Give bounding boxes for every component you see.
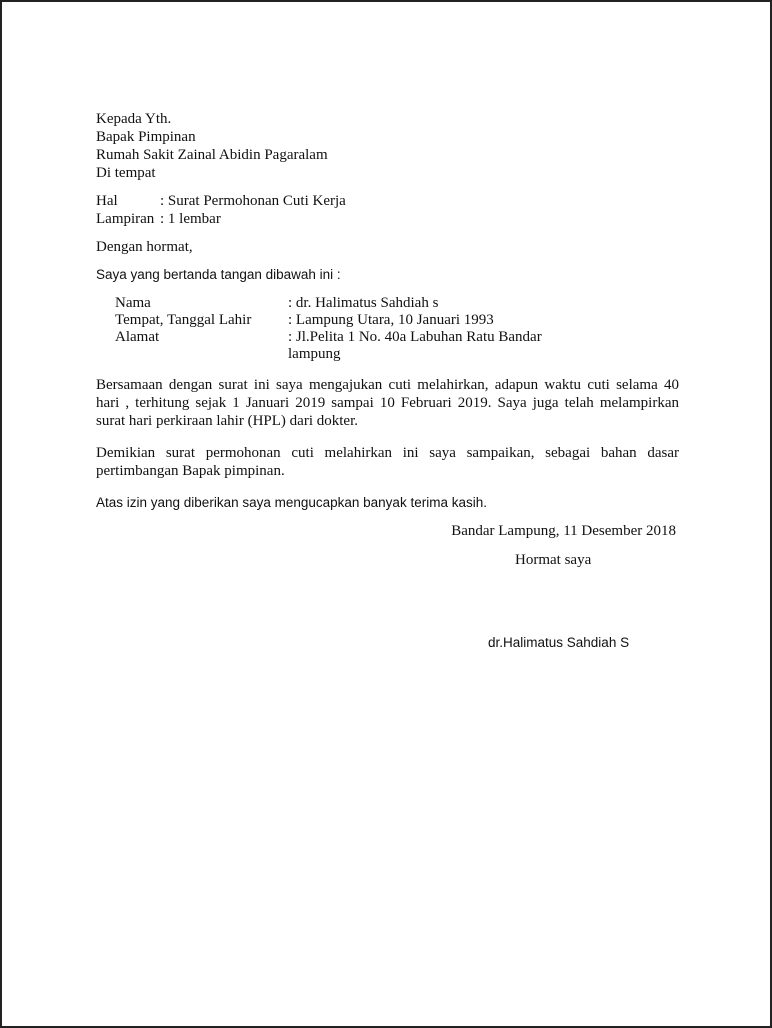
alamat-label: Alamat xyxy=(115,329,160,345)
paragraph-1 xyxy=(96,376,679,430)
nama-label: Nama xyxy=(115,295,151,311)
place-date: Bandar Lampung, 11 Desember 2018 xyxy=(451,523,676,539)
paragraph-1-line-3: surat hari perkiraan lahir (HPL) dari dokter. xyxy=(96,413,358,429)
lampiran-label: Lampiran xyxy=(96,211,155,227)
paragraph-1-line-1: Bersamaan dengan surat ini saya mengajukan cuti melahirkan, adapun waktu cuti selama 40 xyxy=(96,377,679,393)
paragraph-2-line-2: pertimbangan Bapak pimpinan. xyxy=(96,463,285,479)
recipient-line-2: Bapak Pimpinan xyxy=(96,129,196,145)
recipient-line-1: Kepada Yth. xyxy=(96,111,172,127)
intro-text: Saya yang bertanda tangan dibawah ini : xyxy=(96,267,341,282)
hal-label: Hal xyxy=(96,193,118,209)
greeting: Dengan hormat, xyxy=(96,239,193,255)
paragraph-2-line-1: Demikian surat permohonan cuti melahirkan ini saya sampaikan, sebagai bahan dasar xyxy=(96,445,679,461)
ttl-label: Tempat, Tanggal Lahir xyxy=(115,312,252,328)
regards: Hormat saya xyxy=(515,552,592,568)
paragraph-2 xyxy=(96,444,679,480)
closing-text: Atas izin yang diberikan saya mengucapkan banyak terima kasih. xyxy=(96,495,487,510)
recipient-line-3: Rumah Sakit Zainal Abidin Pagaralam xyxy=(96,147,328,163)
hal-value: : Surat Permohonan Cuti Kerja xyxy=(160,193,346,209)
nama-value: : dr. Halimatus Sahdiah s xyxy=(288,295,439,311)
paragraph-1-line-2: hari , terhitung sejak 1 Januari 2019 sampai 10 Februari 2019. Saya juga telah melampirkan xyxy=(96,395,679,411)
recipient-line-4: Di tempat xyxy=(96,165,156,181)
alamat-value-line-1: : Jl.Pelita 1 No. 40a Labuhan Ratu Bandar xyxy=(288,329,542,345)
lampiran-value: : 1 lembar xyxy=(160,211,221,227)
signatory-name: dr.Halimatus Sahdiah S xyxy=(488,635,630,650)
ttl-value: : Lampung Utara, 10 Januari 1993 xyxy=(288,312,494,328)
alamat-value-line-2: lampung xyxy=(288,346,341,362)
